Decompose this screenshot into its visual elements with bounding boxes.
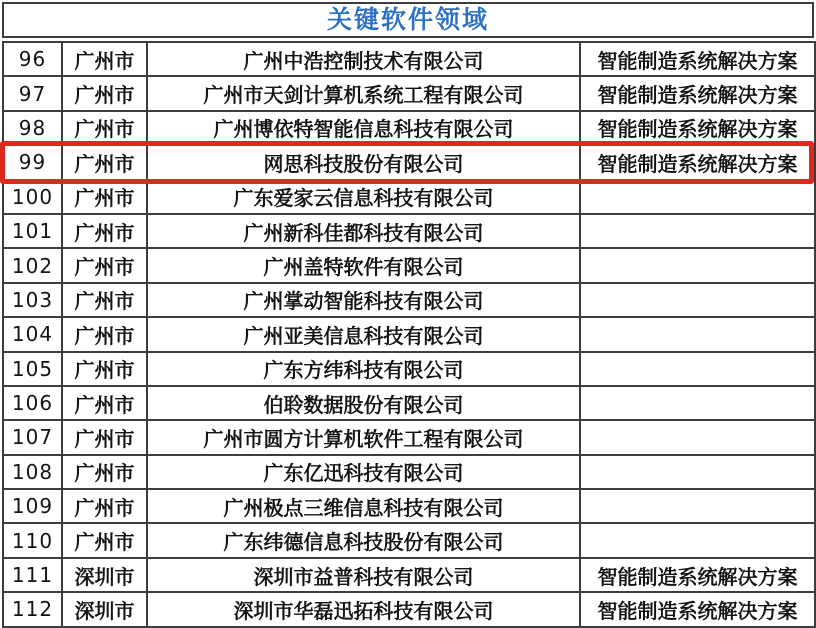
table-title: 关键软件领域 [326,5,489,34]
table-row [3,558,815,592]
company-cell: 深圳市益普科技有限公司 [147,558,580,592]
city-cell: 广州市 [62,317,147,351]
row-number-cell: 103 [3,283,62,317]
table-row [3,455,815,489]
table-row [3,523,815,557]
row-number-cell: 110 [3,523,62,557]
city-cell: 广州市 [62,248,147,282]
row-number-cell: 111 [3,558,62,592]
solution-cell [580,283,815,317]
table-row [3,352,815,386]
company-cell: 广州掌动智能科技有限公司 [147,283,580,317]
row-number-cell: 99 [3,145,62,179]
solution-cell [580,248,815,282]
table-row [3,248,815,282]
city-cell: 广州市 [62,283,147,317]
solution-cell [580,180,815,214]
row-number-cell: 97 [3,76,62,110]
city-cell: 广州市 [62,111,147,145]
table-row [3,42,815,76]
company-cell: 广州新科佳都科技有限公司 [147,214,580,248]
solution-cell [580,489,815,523]
company-cell: 广州盖特软件有限公司 [147,248,580,282]
row-number-cell: 112 [3,592,62,626]
solution-cell [580,523,815,557]
solution-cell [580,420,815,454]
table-row [3,386,815,420]
table-row [3,283,815,317]
city-cell: 广州市 [62,523,147,557]
company-cell: 广州市圆方计算机软件工程有限公司 [147,420,580,454]
company-cell: 网思科技股份有限公司 [147,145,580,179]
city-cell: 广州市 [62,455,147,489]
city-cell: 广州市 [62,214,147,248]
city-cell: 广州市 [62,386,147,420]
table-row [3,180,815,214]
company-cell: 广州中浩控制技术有限公司 [147,42,580,76]
city-cell: 广州市 [62,420,147,454]
table-row [3,111,815,145]
table-row [3,145,815,179]
row-number-cell: 102 [3,248,62,282]
solution-cell: 智能制造系统解决方案 [580,111,815,145]
companies-table-body [3,42,815,627]
company-cell: 深圳市华磊迅拓科技有限公司 [147,592,580,626]
city-cell: 广州市 [62,42,147,76]
row-number-cell: 106 [3,386,62,420]
table-row [3,420,815,454]
solution-cell: 智能制造系统解决方案 [580,592,815,626]
row-number-cell: 100 [3,180,62,214]
company-cell: 广东爱家云信息科技有限公司 [147,180,580,214]
solution-cell: 智能制造系统解决方案 [580,42,815,76]
companies-table [2,41,816,628]
solution-cell [580,214,815,248]
solution-cell [580,386,815,420]
table-row [3,317,815,351]
company-cell: 广州亚美信息科技有限公司 [147,317,580,351]
city-cell: 广州市 [62,145,147,179]
table-row [3,76,815,110]
row-number-cell: 105 [3,352,62,386]
solution-cell [580,352,815,386]
row-number-cell: 101 [3,214,62,248]
city-cell: 广州市 [62,180,147,214]
company-cell: 广州极点三维信息科技有限公司 [147,489,580,523]
solution-cell [580,317,815,351]
solution-cell: 智能制造系统解决方案 [580,558,815,592]
city-cell: 深圳市 [62,558,147,592]
company-cell: 广东亿迅科技有限公司 [147,455,580,489]
solution-cell [580,455,815,489]
company-cell: 广东方纬科技有限公司 [147,352,580,386]
table-row [3,214,815,248]
row-number-cell: 96 [3,42,62,76]
city-cell: 广州市 [62,76,147,110]
row-number-cell: 107 [3,420,62,454]
table-title-bar [2,2,814,38]
company-cell: 广东纬德信息科技股份有限公司 [147,523,580,557]
company-cell: 广州市天剑计算机系统工程有限公司 [147,76,580,110]
city-cell: 深圳市 [62,592,147,626]
row-number-cell: 98 [3,111,62,145]
company-cell: 伯聆数据股份有限公司 [147,386,580,420]
city-cell: 广州市 [62,352,147,386]
table-row [3,489,815,523]
table-row [3,592,815,626]
row-number-cell: 109 [3,489,62,523]
company-cell: 广州博依特智能信息科技有限公司 [147,111,580,145]
row-number-cell: 108 [3,455,62,489]
solution-cell: 智能制造系统解决方案 [580,145,815,179]
city-cell: 广州市 [62,489,147,523]
solution-cell: 智能制造系统解决方案 [580,76,815,110]
row-number-cell: 104 [3,317,62,351]
